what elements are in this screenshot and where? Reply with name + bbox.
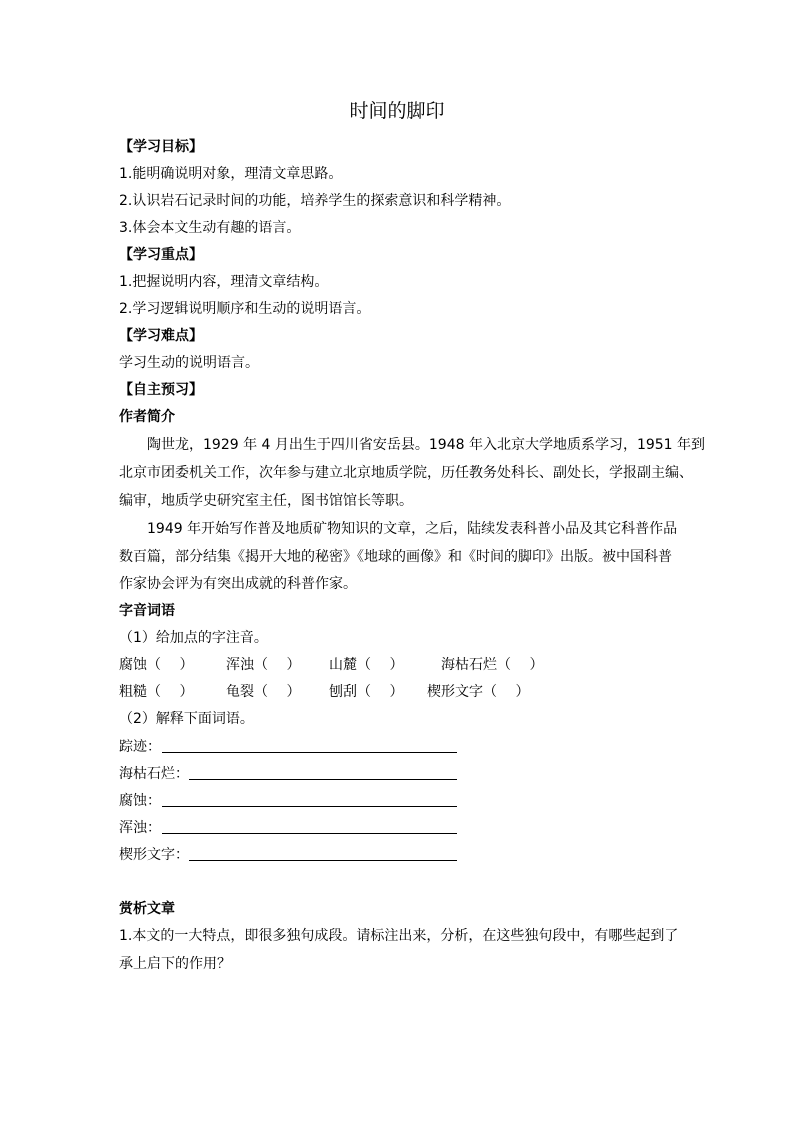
pinyin-task: （1）给加点的字注音。 [119,630,268,646]
pinyin-item[interactable]: 海枯石烂（ ） [441,657,544,673]
pinyin-item[interactable]: 楔形文字（ ） [427,684,530,700]
explain-term: 腐蚀： [119,793,161,809]
author-paragraph-line: 北京市团委机关工作，次年参与建立北京地质学院，历任教务处科长、副处长，学报副主编、 [119,465,693,481]
focus-item: 2.学习逻辑说明顺序和生动的说明语言。 [119,301,371,317]
pinyin-item[interactable]: 龟裂（ ） [226,684,301,700]
goal-item: 1.能明确说明对象，理清文章思路。 [119,166,343,182]
author-heading: 作者简介 [119,409,175,425]
answer-line[interactable] [162,752,457,753]
focus-heading: 【学习重点】 [119,247,203,263]
author-paragraph-line: 作家协会评为有突出成就的科普作家。 [119,576,357,592]
analysis-question-line: 1.本文的一大特点，即很多独句成段。请标注出来，分析，在这些独句段中，有哪些起到了 [119,928,679,944]
answer-line[interactable] [162,833,457,834]
pinyin-item[interactable]: 粗糙（ ） [119,684,194,700]
words-heading: 字音词语 [119,603,175,619]
pinyin-item[interactable]: 浑浊（ ） [226,657,301,673]
difficulty-heading: 【学习难点】 [119,328,203,344]
answer-line[interactable] [162,806,457,807]
analysis-question-line: 承上启下的作用？ [119,956,231,972]
explain-term: 楔形文字： [119,847,189,863]
pinyin-item[interactable]: 腐蚀（ ） [119,657,194,673]
answer-line[interactable] [189,860,457,861]
goal-item: 3.体会本文生动有趣的语言。 [119,220,301,236]
difficulty-item: 学习生动的说明语言。 [119,355,259,371]
goals-heading: 【学习目标】 [119,139,203,155]
author-paragraph-line: 陶世龙，1929 年 4 月出生于四川省安岳县。1948 年入北京大学地质系学习，1951 年到 [147,437,706,453]
explain-task: （2）解释下面词语。 [119,711,254,727]
answer-line[interactable] [189,779,457,780]
analysis-heading: 赏析文章 [119,901,175,917]
pinyin-item[interactable]: 山麓（ ） [329,657,404,673]
author-paragraph-line: 编审，地质学史研究室主任，图书馆馆长等职。 [119,493,413,509]
explain-term: 海枯石烂： [119,766,189,782]
preview-heading: 【自主预习】 [119,382,203,398]
page-title: 时间的脚印 [349,100,445,122]
explain-term: 浑浊： [119,820,161,836]
pinyin-row [119,682,679,702]
goal-item: 2.认识岩石记录时间的功能，培养学生的探索意识和科学精神。 [119,193,511,209]
author-paragraph-line: 数百篇，部分结集《揭开大地的秘密》《地球的画像》和《时间的脚印》出版。被中国科普 [119,549,672,565]
explain-term: 踪迹： [119,739,161,755]
pinyin-row [119,655,679,675]
focus-item: 1.把握说明内容，理清文章结构。 [119,274,329,290]
author-paragraph-line: 1949 年开始写作普及地质矿物知识的文章，之后，陆续发表科普小品及其它科普作品 [147,521,678,537]
pinyin-item[interactable]: 刨刮（ ） [329,684,404,700]
